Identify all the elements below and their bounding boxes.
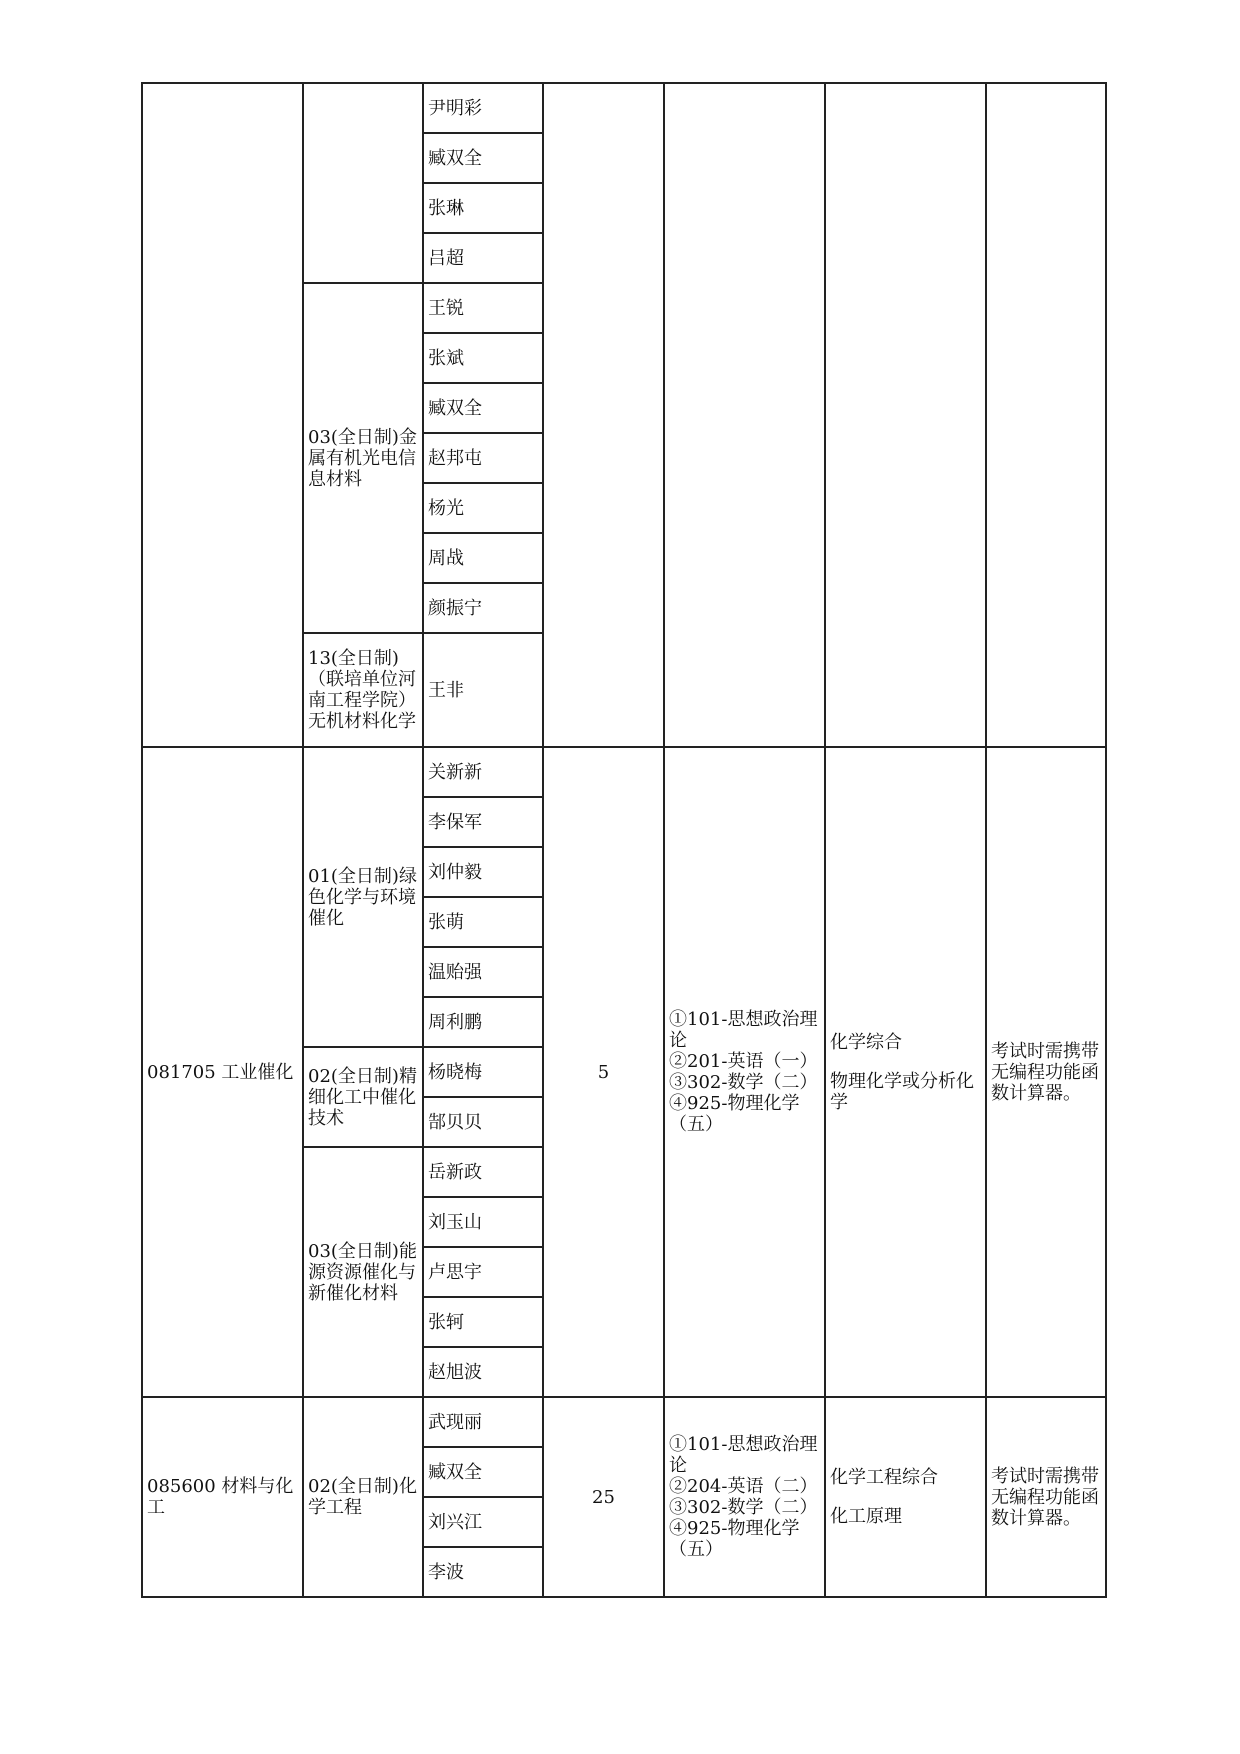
retest-subjects-cell	[825, 747, 986, 1397]
exam-subject: ④925-物理化学（五）	[669, 1518, 800, 1560]
table-row	[142, 1397, 1106, 1447]
retest-subject: 物理化学或分析化学	[830, 1070, 974, 1113]
direction-cell: 01(全日制)绿色化学与环境催化	[303, 747, 423, 1047]
exam-subject: ④925-物理化学（五）	[669, 1093, 800, 1135]
exam-subject: ①101-思想政治理论	[669, 1434, 818, 1476]
direction-cell: 02(全日制)精细化工中催化技术	[303, 1047, 423, 1147]
advisor-cell: 李波	[423, 1547, 543, 1597]
major-cell: 085600 材料与化工	[142, 1397, 303, 1597]
exam-subject: ③302-数学（二）	[669, 1072, 818, 1093]
retest-subject: 化工原理	[830, 1506, 902, 1527]
enrollment-count-cell: 5	[543, 747, 664, 1397]
advisor-cell: 王非	[423, 633, 543, 747]
exam-subjects-cell	[664, 1397, 825, 1597]
remark-cell: 考试时需携带无编程功能函数计算器。	[986, 1397, 1106, 1597]
advisor-cell: 刘玉山	[423, 1197, 543, 1247]
enrollment-count-cell	[543, 83, 664, 747]
advisor-cell: 关新新	[423, 747, 543, 797]
remark-cell	[986, 83, 1106, 747]
advisor-cell: 臧双全	[423, 383, 543, 433]
advisor-cell: 岳新政	[423, 1147, 543, 1197]
exam-subject: ③302-数学（二）	[669, 1497, 818, 1518]
advisor-cell: 杨晓梅	[423, 1047, 543, 1097]
advisor-cell: 尹明彩	[423, 83, 543, 133]
advisor-cell: 赵邦屯	[423, 433, 543, 483]
direction-cell: 03(全日制)金属有机光电信息材料	[303, 283, 423, 633]
advisor-cell: 武现丽	[423, 1397, 543, 1447]
table-row	[142, 747, 1106, 797]
exam-subject: ①101-思想政治理论	[669, 1009, 818, 1051]
exam-subjects-cell	[664, 83, 825, 747]
direction-cell: 13(全日制)（联培单位河南工程学院）无机材料化学	[303, 633, 423, 747]
advisor-cell: 卢思宇	[423, 1247, 543, 1297]
exam-subjects-cell	[664, 747, 825, 1397]
direction-cell: 03(全日制)能源资源催化与新催化材料	[303, 1147, 423, 1397]
retest-subject: 化学工程综合	[830, 1467, 938, 1488]
advisor-cell: 张琳	[423, 183, 543, 233]
advisor-cell: 臧双全	[423, 1447, 543, 1497]
advisor-cell: 郜贝贝	[423, 1097, 543, 1147]
major-cell: 081705 工业催化	[142, 747, 303, 1397]
major-cell	[142, 83, 303, 747]
advisor-cell: 王锐	[423, 283, 543, 333]
enrollment-count-cell: 25	[543, 1397, 664, 1597]
advisor-cell: 张斌	[423, 333, 543, 383]
retest-subject: 化学综合	[830, 1031, 902, 1053]
advisor-cell: 刘兴江	[423, 1497, 543, 1547]
table-row	[142, 83, 1106, 133]
advisor-cell: 刘仲毅	[423, 847, 543, 897]
advisor-cell: 杨光	[423, 483, 543, 533]
advisor-cell: 赵旭波	[423, 1347, 543, 1397]
advisor-cell: 张萌	[423, 897, 543, 947]
remark-cell: 考试时需携带无编程功能函数计算器。	[986, 747, 1106, 1397]
advisor-cell: 颜振宁	[423, 583, 543, 633]
retest-subjects-cell	[825, 1397, 986, 1597]
exam-subject: ②201-英语（一）	[669, 1051, 818, 1072]
advisor-cell: 周利鹏	[423, 997, 543, 1047]
advisor-cell: 吕超	[423, 233, 543, 283]
advisor-cell: 臧双全	[423, 133, 543, 183]
direction-cell: 02(全日制)化学工程	[303, 1397, 423, 1597]
advisor-cell: 周战	[423, 533, 543, 583]
direction-cell	[303, 83, 423, 283]
advisor-cell: 李保军	[423, 797, 543, 847]
exam-subject: ②204-英语（二）	[669, 1476, 818, 1497]
admissions-table	[141, 82, 1107, 1598]
retest-subjects-cell	[825, 83, 986, 747]
advisor-cell: 张轲	[423, 1297, 543, 1347]
advisor-cell: 温贻强	[423, 947, 543, 997]
